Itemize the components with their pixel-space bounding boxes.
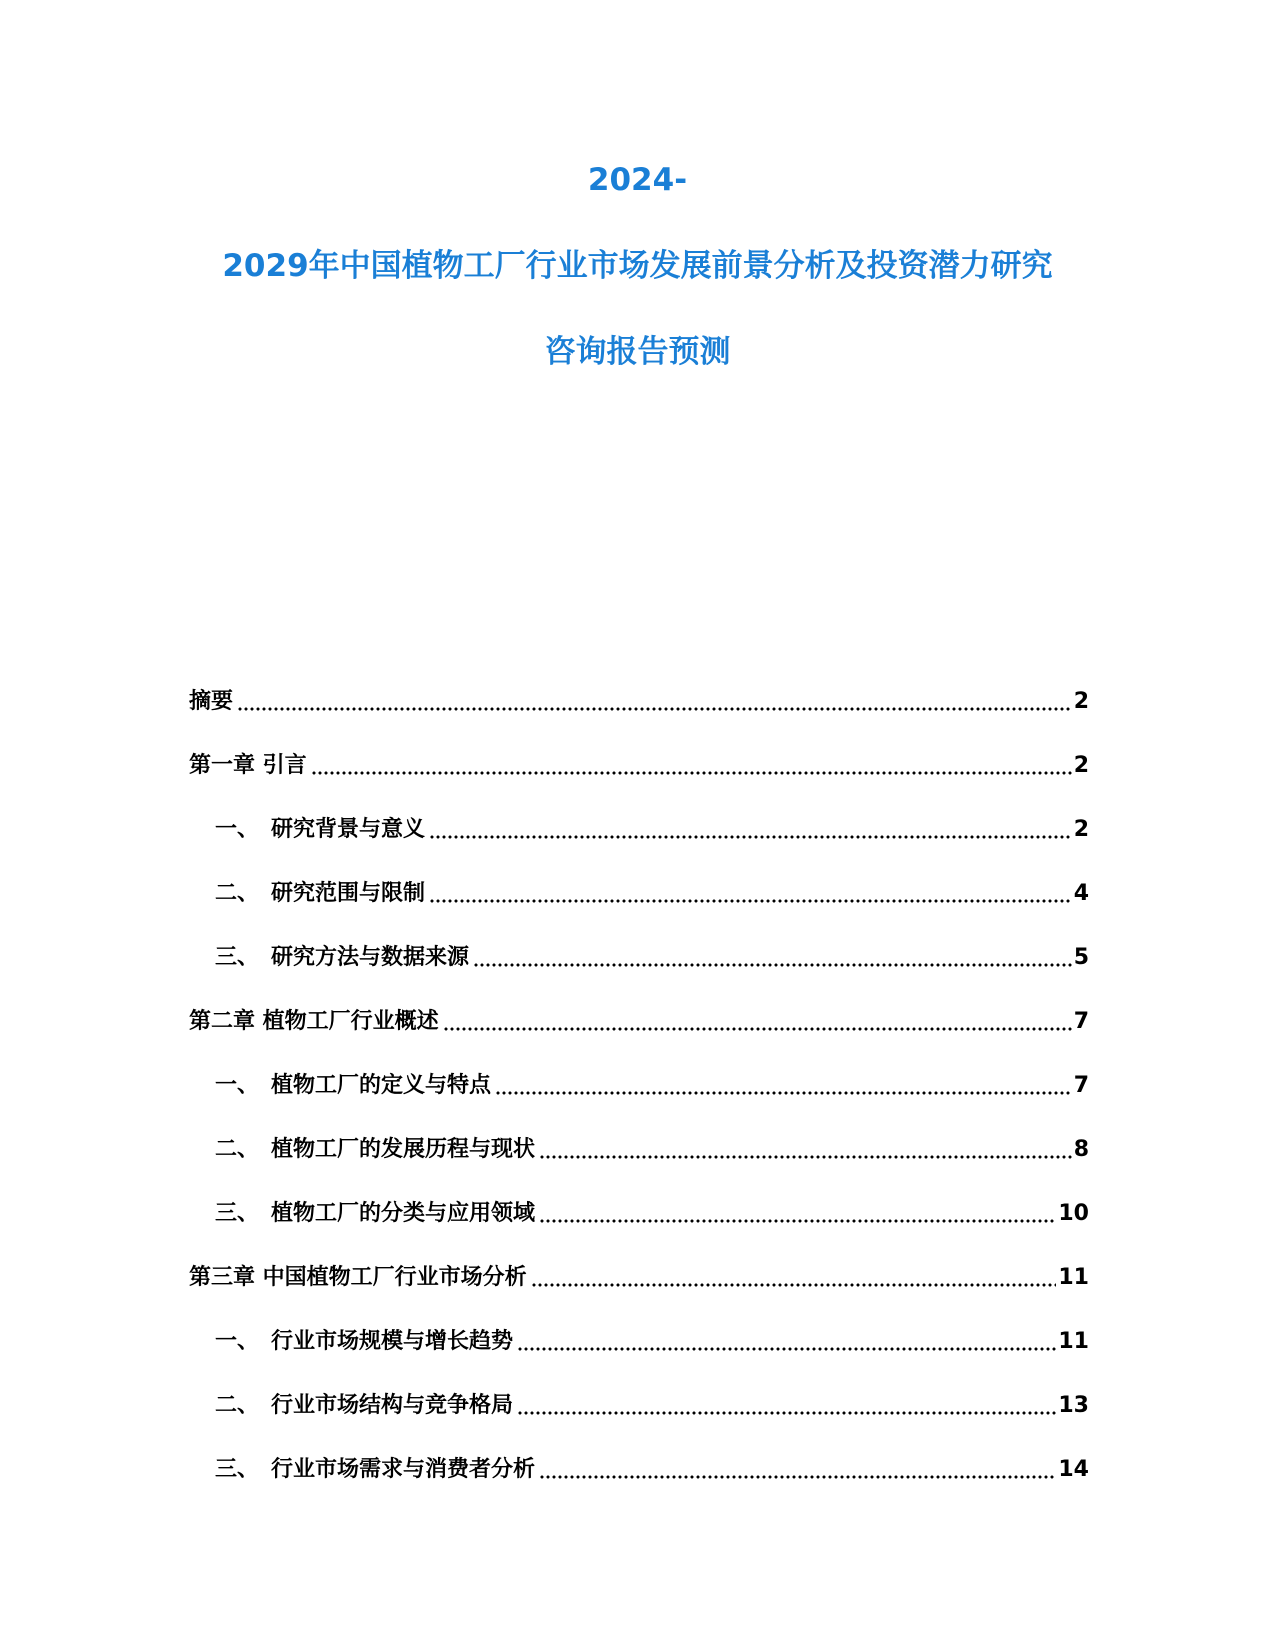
toc-entry-label: 摘要 <box>189 689 234 714</box>
toc-page-number: 2 <box>1073 753 1089 778</box>
toc-dot-leader <box>429 835 1072 839</box>
toc-entry[interactable] <box>189 670 1089 734</box>
toc-entry-label: 研究方法与数据来源 <box>271 945 470 970</box>
toc-page-number: 14 <box>1058 1457 1089 1482</box>
toc-dot-leader <box>311 771 1072 775</box>
toc-page-number: 11 <box>1058 1265 1089 1290</box>
toc-entry[interactable] <box>189 1438 1089 1502</box>
toc-page-number: 7 <box>1073 1073 1089 1098</box>
toc-entry-label: 植物工厂的定义与特点 <box>271 1073 492 1098</box>
toc-entry-label: 第二章 植物工厂行业概述 <box>189 1009 439 1034</box>
toc-entry[interactable] <box>189 862 1089 926</box>
toc-entry-label: 第一章 引言 <box>189 753 307 778</box>
toc-entry-label: 植物工厂的发展历程与现状 <box>271 1137 536 1162</box>
toc-entry-label: 研究范围与限制 <box>271 881 426 906</box>
toc-page-number: 13 <box>1058 1393 1089 1418</box>
toc-entry[interactable] <box>189 1182 1089 1246</box>
toc-dot-leader <box>237 707 1072 711</box>
toc-page-number: 11 <box>1058 1329 1089 1354</box>
toc-dot-leader <box>517 1347 1056 1351</box>
toc-entry-label: 行业市场规模与增长趋势 <box>271 1329 514 1354</box>
toc-dot-leader <box>429 899 1072 903</box>
toc-dot-leader <box>443 1027 1072 1031</box>
toc-entry-number: 三、 <box>215 1457 260 1482</box>
title-line-1: 2024- <box>587 162 688 198</box>
toc-entry[interactable] <box>189 990 1089 1054</box>
toc-page-number: 4 <box>1073 881 1089 906</box>
toc-dot-leader <box>517 1411 1056 1415</box>
toc-entry[interactable] <box>189 1310 1089 1374</box>
toc-entry[interactable] <box>189 1246 1089 1310</box>
toc-entry-number: 一、 <box>215 1073 260 1098</box>
toc-entry[interactable] <box>189 926 1089 990</box>
toc-entry[interactable] <box>189 798 1089 862</box>
toc-entry-number: 二、 <box>215 1137 260 1162</box>
toc-entry-number: 一、 <box>215 1329 260 1354</box>
toc-dot-leader <box>531 1283 1057 1287</box>
toc-entry[interactable] <box>189 1118 1089 1182</box>
toc-entry-label: 行业市场结构与竞争格局 <box>271 1393 514 1418</box>
toc-dot-leader <box>539 1219 1056 1223</box>
title-line-2: 2029年中国植物工厂行业市场发展前景分析及投资潜力研究 <box>222 248 1053 284</box>
toc-entry[interactable] <box>189 734 1089 798</box>
toc-dot-leader <box>495 1091 1072 1095</box>
toc-page-number: 2 <box>1073 689 1089 714</box>
toc-page-number: 8 <box>1073 1137 1089 1162</box>
toc-page-number: 5 <box>1073 945 1089 970</box>
toc-entry-number: 三、 <box>215 945 260 970</box>
toc-entry-label: 第三章 中国植物工厂行业市场分析 <box>189 1265 527 1290</box>
toc-page-number: 10 <box>1058 1201 1089 1226</box>
toc-entry-label: 植物工厂的分类与应用领域 <box>271 1201 536 1226</box>
toc-entry[interactable] <box>189 1054 1089 1118</box>
toc-page-number: 2 <box>1073 817 1089 842</box>
title-line-3: 咨询报告预测 <box>544 334 731 370</box>
toc-entry-number: 二、 <box>215 1393 260 1418</box>
toc-dot-leader <box>539 1475 1056 1479</box>
toc-page-number: 7 <box>1073 1009 1089 1034</box>
toc-entry-number: 一、 <box>215 817 260 842</box>
toc-entry-number: 三、 <box>215 1201 260 1226</box>
toc-entry-number: 二、 <box>215 881 260 906</box>
table-of-contents <box>189 670 1089 1502</box>
toc-entry-label: 行业市场需求与消费者分析 <box>271 1457 536 1482</box>
toc-dot-leader <box>539 1155 1072 1159</box>
toc-entry-label: 研究背景与意义 <box>271 817 426 842</box>
toc-entry[interactable] <box>189 1374 1089 1438</box>
toc-dot-leader <box>473 963 1072 967</box>
